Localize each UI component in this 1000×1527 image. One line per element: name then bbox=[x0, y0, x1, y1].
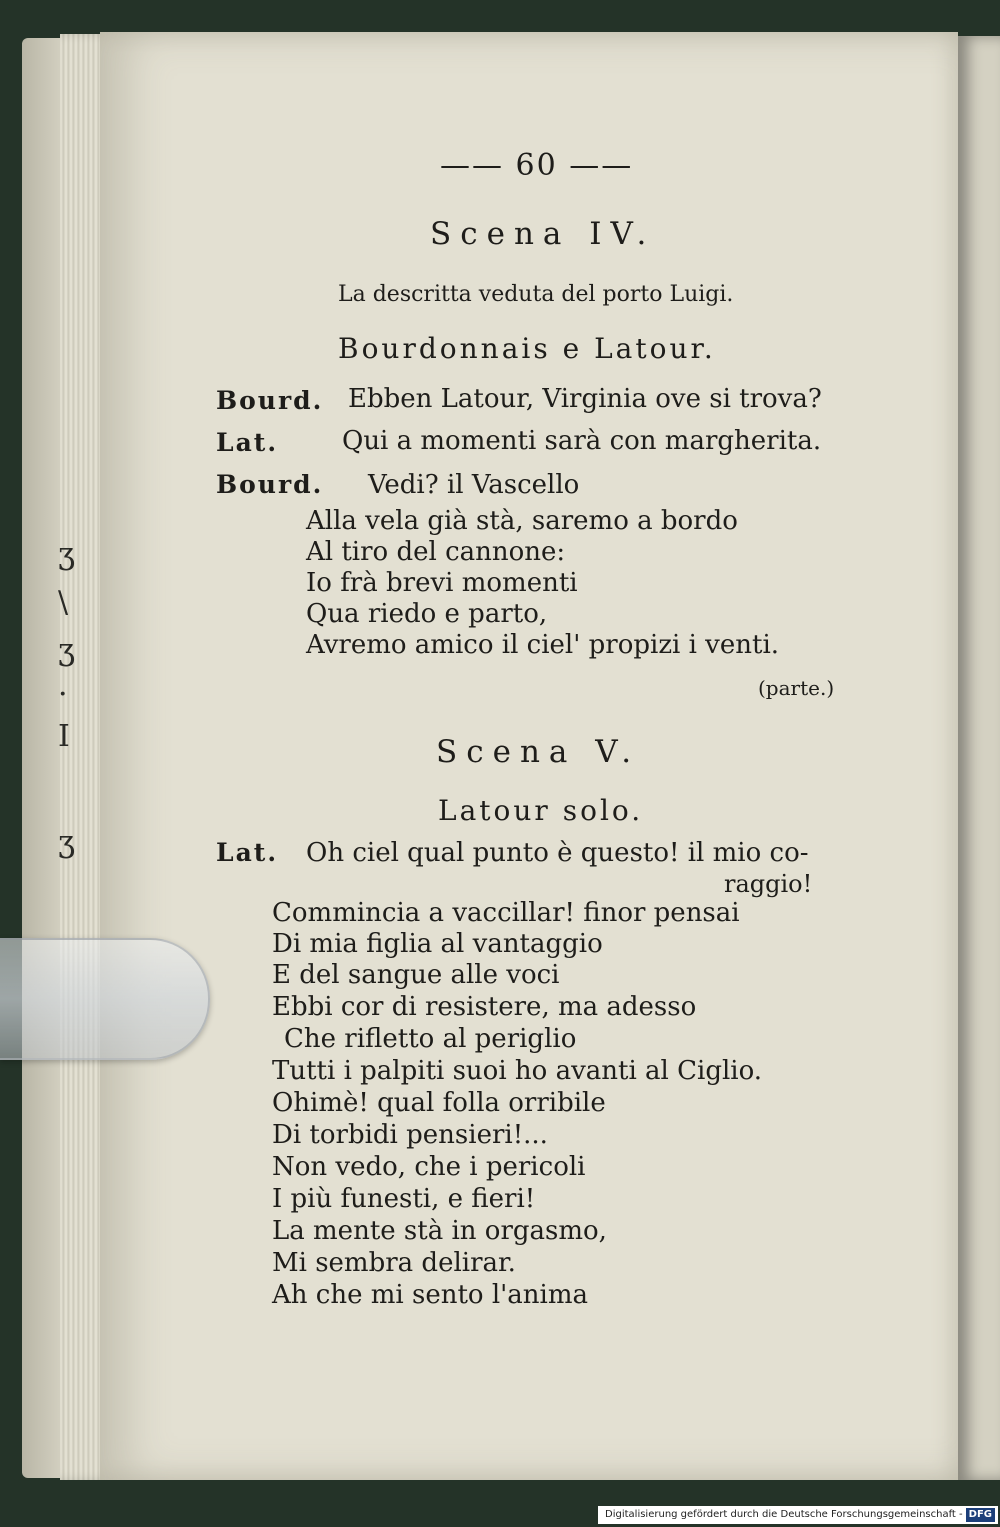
speaker-bourd: Bourd. bbox=[216, 470, 324, 499]
verse-line: Qua riedo e parto, bbox=[306, 599, 548, 629]
verse-line: Io frà brevi momenti bbox=[306, 568, 578, 598]
dialogue-line: Ebben Latour, Virginia ove si trova? bbox=[348, 384, 822, 414]
scene-4-title: Scena IV. bbox=[430, 216, 656, 252]
funding-footer bbox=[598, 1506, 998, 1524]
glass-page-weight bbox=[0, 938, 210, 1060]
verse-line: Al tiro del cannone: bbox=[306, 537, 566, 567]
speaker-lat: Lat. bbox=[216, 428, 279, 457]
verse-line: Avremo amico il ciel' propizi i venti. bbox=[306, 630, 780, 660]
speaker-lat: Lat. bbox=[216, 838, 279, 867]
footer-text: Digitalisierung gefördert durch die Deutsche Forschungsgemeinschaft - bbox=[605, 1509, 963, 1520]
speaker-bourd: Bourd. bbox=[216, 386, 324, 415]
verse-line: Tutti i palpiti suoi ho avanti al Ciglio. bbox=[272, 1056, 763, 1086]
verse-line: Ohimè! qual folla orribile bbox=[272, 1088, 606, 1118]
verse-line: Commincia a vaccillar! finor pensai bbox=[272, 898, 740, 928]
verse-line: Ebbi cor di resistere, ma adesso bbox=[272, 992, 697, 1022]
verse-line: Mi sembra delirar. bbox=[272, 1248, 516, 1278]
dialogue-line: Vedi? il Vascello bbox=[368, 470, 580, 500]
verse-line: Che rifletto al periglio bbox=[284, 1024, 577, 1054]
exit-direction: (parte.) bbox=[758, 676, 835, 700]
scene-5-title: Scena V. bbox=[436, 734, 641, 770]
scene-5-cast: Latour solo. bbox=[438, 794, 644, 827]
dialogue-line: Qui a momenti sarà con margherita. bbox=[342, 426, 822, 456]
adjacent-page-edge bbox=[958, 36, 1000, 1480]
verse-line: Di mia figlia al vantaggio bbox=[272, 929, 603, 959]
stage-direction: La descritta veduta del porto Luigi. bbox=[338, 282, 734, 307]
verse-line: Alla vela già stà, saremo a bordo bbox=[306, 506, 738, 536]
dfg-logo: DFG bbox=[966, 1508, 995, 1522]
scene-4-cast: Bourdonnais e Latour. bbox=[338, 332, 716, 365]
verse-line: E del sangue alle voci bbox=[272, 960, 560, 990]
dialogue-continuation: raggio! bbox=[724, 870, 813, 898]
page-number: —— 60 —— bbox=[440, 148, 634, 183]
verse-line: La mente stà in orgasmo, bbox=[272, 1216, 607, 1246]
verse-line: Ah che mi sento l'anima bbox=[272, 1280, 588, 1310]
dialogue-line: Oh ciel qual punto è questo! il mio co- bbox=[306, 838, 809, 868]
verse-line: Di torbidi pensieri!... bbox=[272, 1120, 548, 1150]
verse-line: I più funesti, e fieri! bbox=[272, 1184, 536, 1214]
verse-line: Non vedo, che i pericoli bbox=[272, 1152, 586, 1182]
